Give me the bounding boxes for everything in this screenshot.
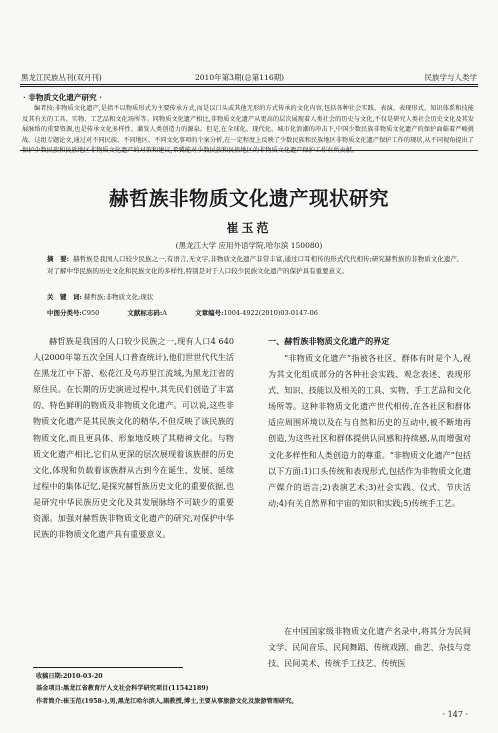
abstract-label: 摘 要:	[47, 255, 70, 263]
page-number: · 147 ·	[442, 710, 468, 719]
section-name: 民族学与人类学	[424, 73, 477, 82]
clc-code: C950	[81, 309, 100, 317]
issue-info: 2010年第3期(总第116期)	[195, 73, 285, 82]
header-rule-thin	[20, 86, 478, 87]
section-heading: 一、赫哲族非物质文化遗产的界定	[268, 336, 390, 346]
column-title: · 非物质文化遗产研究 ·	[23, 93, 102, 102]
footnote-rule	[33, 667, 183, 668]
doc-code-label: 文献标志码:	[127, 309, 163, 317]
keywords-label: 关 键 词:	[47, 293, 82, 301]
fund-info: 基金项目:黑龙江省教育厅人文社会科学研究项目(11542189)	[36, 685, 209, 693]
doc-code: A	[162, 309, 167, 317]
author-bio: 作者简介:崔玉范(1958-),男,黑龙江哈尔滨人,副教授,博士,主要从事旅游文化及旅游管理研究。	[36, 697, 298, 705]
abstract-text: 赫哲族是我国人口较少民族之一,有语言,无文字,非物质文化遗产非常丰富,通过口耳相传的形式代代相传;研究赫哲族的非物质文化遗产,对了解中华民族的历史文化和民族文化的多样性,特别是对于人口较少民族文化遗产的保护具有重要意义。	[47, 255, 459, 275]
received-date: 收稿日期:2010-03-20	[36, 673, 103, 680]
author-affiliation: (黑龙江大学 应用外语学院,哈尔滨 150080)	[175, 241, 323, 250]
article-title: 赫哲族非物质文化遗产现状研究	[108, 187, 389, 210]
footnotes	[36, 671, 476, 708]
note-rule	[20, 150, 478, 151]
classification-line	[47, 308, 318, 317]
author-name: 崔玉范	[226, 221, 272, 235]
clc-label: 中图分类号:	[47, 309, 82, 317]
right-paragraph-1: “非物质文化遗产”指被各社区、群体有时是个人,视为其文化组成部分的各种社会实践、观念表述、表现形式、知识、技能以及相关的工具、实物、手工艺品和文化场所等。这种非物质文化遗产世代相传,在各社区和群体适应周围环境以及在与自然和历史的互动中,被不断地再创造,为这些社区和群体提供认同感和持续感,从而增强对文化多样性和人类创造力的尊重。“非物质文化遗产”包括以下方面:1)口头传统和表现形式,包括作为非物质文化遗产媒介的语言;2)表演艺术;3)社会实践、仪式、节庆活动;4)有关自然界和宇宙的知识和实践;5)传统手工艺。	[268, 353, 471, 508]
right-paragraph-2: 在中国国家级非物质文化遗产名录中,将其分为民间文学、民间音乐、民间舞蹈、传统戏剧、曲艺、杂技与竞技、民间美术、传统手工技艺、传统医	[268, 626, 471, 669]
left-column-text: 赫哲族是我国的人口较少民族之一,现有人口4 640人(2000年第五次全国人口普查统计),他们世世代代生活在黑龙江中下游、松花江及乌苏里江流域,为黑龙江省的原住民。在长期的历史演进过程中,其先民们创造了丰富的、特色鲜明的物质及非物质文化遗产。可以说,这些非物质文化遗产是其民族文化的精华,不但反映了该民族的物质文化,而且更具体、形象地反映了其精神文化。与物质文化遗产相比,它们从更深的层次展现着该族群的历史文化,体现和负载着该族群从古到今在诞生、发展、延续过程中的集体记忆,是探究赫哲族历史文化的重要依据,也是研究中华民族历史文化及其发展脉络不可缺少的重要资源。加强对赫哲族非物质文化遗产的研究,对保护中华民族的非物质文化遗产具有重要意义。	[33, 336, 234, 540]
header-rule	[20, 84, 478, 85]
journal-name: 黑龙江民族丛刊(双月刊)	[21, 73, 102, 82]
editor-note: 编者按:非物质文化遗产,是指不以物质形式为主要传承方式,而是以口头或其他无形的方式传承的文化内容,包括各种社会实践、表演、表现形式、知识体系和技能及其有关的工具、实物、工艺品和文化场所等。同物质文化遗产相比,非物质文化遗产从更高的层次展现着人类社会的历史与文化,不仅是研究人类社会历史文化及其发展脉络的重要资源,也是传承文化多样性、激发人类创造力的源泉。但是,在全球化、现代化、城市化浪潮的冲击下,中国少数民族非物质文化遗产的保护面临着严峻挑战。这组专题论文,通过对不同民族、不同地区、不同文化事项的个案分析,在一定程度上反映了少数民族和民族地区非物质文化遗产保护工作的现状,从不同视角提出了保护少数民族和民族地区非物质文化遗产的对策和建议,希冀能对少数民族和民族地区的非物质文化遗产保护工作有所贡献。	[22, 105, 474, 155]
article-no-label: 文章编号:	[195, 309, 224, 317]
keywords	[47, 292, 153, 301]
article-no: 1004-4922(2010)03-0147-06	[223, 309, 318, 317]
abstract	[47, 254, 459, 277]
keywords-text: 赫哲族;非物质文化;现状	[83, 293, 154, 301]
